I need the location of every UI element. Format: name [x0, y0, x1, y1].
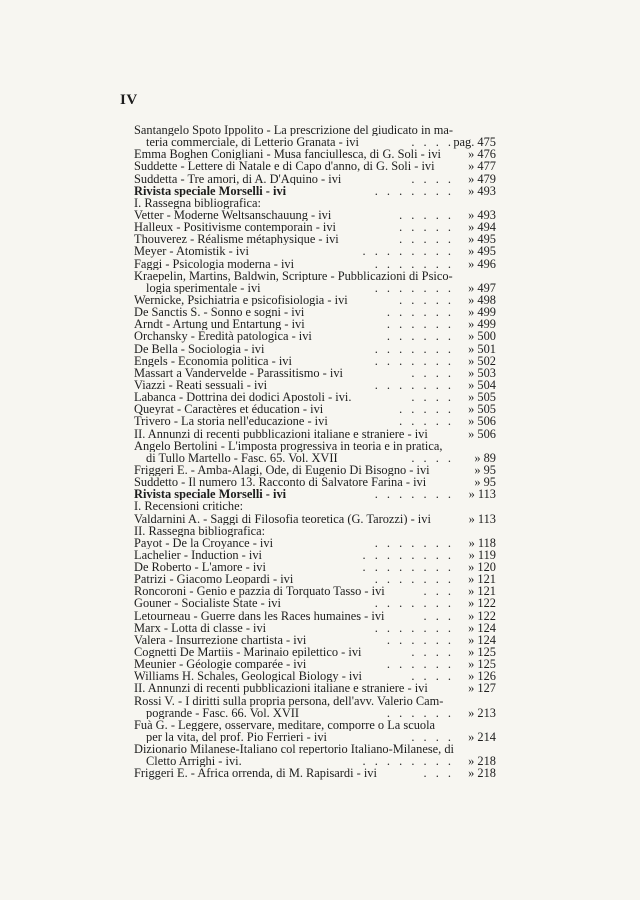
page-reference: » 95	[474, 475, 496, 490]
index-entry	[134, 610, 496, 622]
index-entry	[134, 185, 496, 197]
index-entry-text: Labanca - Dottrina dei dodici Apostoli - ivi.	[134, 391, 352, 404]
index-entry-text: De Bella - Sociologia - ivi	[134, 342, 265, 355]
leader-dots: . . . . . . . .	[362, 547, 454, 562]
leader-dots: . . . .	[411, 171, 454, 186]
leader-dots: . . . .	[411, 730, 454, 745]
page-number: IV	[120, 92, 138, 108]
index-entry-text: II. Rassegna bibliografica:	[134, 524, 266, 537]
leader-dots: . . . . . .	[386, 705, 454, 720]
page-reference: » 95	[474, 462, 496, 477]
leader-dots: . . . .	[411, 669, 454, 684]
page-reference: » 477	[468, 159, 496, 174]
leader-dots: . . . .	[411, 135, 454, 150]
index-entry	[134, 258, 496, 270]
index-entry-text: II. Annunzi di recenti pubblicazioni italiane e straniere - ivi	[134, 682, 428, 695]
index-entry	[134, 500, 496, 512]
leader-dots: . . .	[423, 584, 454, 599]
page-reference: » 113	[468, 511, 496, 526]
index-entry-text: Valdarnini A. - Saggi di Filosofia teoretica (G. Tarozzi) - ivi	[134, 512, 431, 525]
page-reference: » 501	[468, 341, 496, 356]
page-reference: » 119	[468, 547, 496, 562]
index-list	[134, 124, 496, 780]
leader-dots: . . . . .	[399, 232, 454, 247]
index-entry-text: Patrizi - Giacomo Leopardi - ivi	[134, 573, 294, 586]
index-entry-text: Cognetti De Martiis - Marinaio epilettico - ivi	[134, 646, 362, 659]
index-entry	[134, 707, 496, 719]
index-entry-text: Kraepelin, Martins, Baldwin, Scripture - Pubblicazioni di Psico-	[134, 269, 453, 282]
page-reference: » 121	[468, 584, 496, 599]
index-entry	[134, 464, 496, 476]
index-entry	[134, 343, 496, 355]
index-entry-text: Suddetta - Tre amori, di A. D'Aquino - ivi	[134, 172, 342, 185]
index-entry-text: II. Annunzi di recenti pubblicazioni italiane e straniere - ivi	[134, 427, 428, 440]
index-entry-text: Letourneau - Guerre dans les Races humaines - ivi	[134, 609, 385, 622]
page-reference: » 479	[468, 171, 496, 186]
page-reference: » 503	[468, 365, 496, 380]
page-reference: » 495	[468, 244, 496, 259]
index-entry-text: logia sperimentale - ivi	[146, 281, 261, 294]
page-reference: » 118	[468, 535, 496, 550]
index-entry	[134, 452, 496, 464]
index-entry-text: Gouner - Socialiste State - ivi	[134, 597, 281, 610]
index-entry-text: Trivero - La storia nell'educazione - ivi	[134, 415, 328, 428]
page-reference: » 505	[468, 402, 496, 417]
page-reference: » 214	[468, 730, 496, 745]
page-reference: » 504	[468, 377, 496, 392]
index-entry	[134, 670, 496, 682]
leader-dots: . . . . .	[399, 207, 454, 222]
index-entry-text: Valera - Insurrezione chartista - ivi	[134, 633, 307, 647]
page-reference: » 502	[468, 353, 496, 368]
leader-dots: . . . . . .	[386, 329, 454, 344]
page-reference: » 125	[468, 645, 496, 660]
page-reference: » 505	[468, 390, 496, 405]
index-entry-text: Lachelier - Induction - ivi	[134, 548, 262, 562]
index-entry-text: I. Recensioni critiche:	[134, 500, 244, 513]
leader-dots: . . . . . . . .	[362, 560, 454, 575]
index-entry-text: Engels - Economia politica - ivi	[134, 354, 292, 367]
page-reference: » 497	[468, 280, 496, 295]
leader-dots: . . . . .	[399, 414, 454, 429]
index-entry-text: Viazzi - Reati sessuali - ivi	[134, 378, 268, 392]
leader-dots: . . . . . . . .	[362, 754, 454, 769]
page-reference: » 499	[468, 305, 496, 320]
leader-dots: . . . . . .	[386, 657, 454, 672]
page-reference: » 476	[468, 147, 496, 162]
leader-dots: . . . . . . .	[374, 620, 454, 635]
index-entry-text: Suddette - Lettere di Natale e di Capo d'anno, di G. Soli - ivi	[134, 160, 435, 173]
index-entry-text: Fuà G. - Leggere, osservare, meditare, comporre o La scuola	[134, 718, 436, 732]
index-entry-text: Massart a Vandervelde - Parassitismo - ivi	[134, 366, 343, 379]
index-entry-text: Vetter - Moderne Weltsanschauung - ivi	[134, 208, 332, 222]
page-reference: » 500	[468, 329, 496, 344]
index-entry-text: Dizionario Milanese-Italiano col repertorio Italiano-Milanese, di	[134, 743, 454, 756]
leader-dots: . . .	[423, 766, 454, 781]
page-reference: » 498	[468, 292, 496, 307]
index-entry-text: De Roberto - L'amore - ivi	[134, 561, 266, 574]
leader-dots: . . . .	[411, 365, 454, 380]
index-entry-text: Emma Boghen Conigliani - Musa fanciullesca, di G. Soli - ivi	[134, 148, 441, 161]
index-entry-text: Roncoroni - Genio e pazzia di Torquato Tasso - ivi	[134, 585, 385, 598]
page-reference: » 125	[468, 657, 496, 672]
leader-dots: . . . . . .	[386, 632, 454, 647]
page-reference: » 218	[468, 766, 496, 781]
index-entry-text: Payot - De la Croyance - ivi	[134, 536, 274, 549]
page-reference: » 499	[468, 317, 496, 332]
index-entry-text: Halleux - Positivisme contemporain - ivi	[134, 221, 337, 234]
index-entry	[134, 695, 496, 707]
index-entry-text: Rivista speciale Morselli - ivi	[134, 488, 287, 501]
page-reference: » 120	[468, 560, 496, 575]
index-entry-text: teria commerciale, di Letterio Granata - ivi	[146, 136, 359, 149]
index-entry	[134, 160, 496, 172]
index-entry-text: Marx - Lotta di classe - ivi	[134, 621, 267, 634]
page-reference: » 121	[468, 572, 496, 587]
index-entry-text: Friggeri E. - Africa orrenda, di M. Rapisardi - ivi	[134, 767, 377, 780]
index-entry-text: De Sanctis S. - Sonno e sogni - ivi	[134, 306, 305, 319]
index-entry-text: Angelo Bertolini - L'imposta progressiva in teoria e in pratica,	[134, 439, 443, 452]
index-entry	[134, 148, 496, 160]
leader-dots: . . . . . . .	[374, 341, 454, 356]
index-entry	[134, 525, 496, 537]
index-entry-text: per la vita, del prof. Pio Ferrieri - ivi	[146, 731, 327, 744]
leader-dots: . . . . .	[399, 402, 454, 417]
index-entry-text: Orchansky - Eredità patologica - ivi	[134, 330, 312, 343]
index-entry	[134, 415, 496, 427]
index-entry	[134, 682, 496, 694]
index-entry	[134, 488, 496, 500]
leader-dots: . . . . . . .	[374, 572, 454, 587]
index-entry-text: Arndt - Artung und Entartung - ivi	[134, 318, 305, 331]
index-entry	[134, 428, 496, 440]
leader-dots: . . . . . . .	[374, 183, 454, 198]
page-reference: » 495	[468, 232, 496, 247]
index-entry-text: Wernicke, Psichiatria e psicofisiologia - ivi	[134, 293, 348, 307]
index-entry-text: Queyrat - Caractères et éducation - ivi	[134, 403, 324, 416]
index-entry	[134, 136, 496, 148]
page-reference: » 493	[468, 183, 496, 198]
page-reference: » 89	[474, 450, 496, 465]
index-entry-text: Faggi - Psicologia moderna - ivi	[134, 257, 295, 270]
leader-dots: . . . . . .	[386, 305, 454, 320]
page-reference: » 496	[468, 256, 496, 271]
index-entry	[134, 355, 496, 367]
leader-dots: . . . .	[411, 645, 454, 660]
index-entry-text: Meyer - Atomistik - ivi	[134, 245, 249, 258]
page-reference: » 126	[468, 669, 496, 684]
index-entry	[134, 440, 496, 452]
page-reference: » 122	[468, 596, 496, 611]
index-entry	[134, 767, 496, 779]
page-reference: » 213	[468, 705, 496, 720]
leader-dots: . . . . . . .	[374, 280, 454, 295]
index-entry	[134, 330, 496, 342]
index-entry	[134, 270, 496, 282]
leader-dots: . . . .	[411, 390, 454, 405]
index-entry-text: di Tullo Martello - Fasc. 65. Vol. XVII	[146, 451, 338, 464]
leader-dots: . . . . . . .	[374, 377, 454, 392]
index-entry	[134, 731, 496, 743]
page-reference: » 124	[468, 632, 496, 647]
page-reference: » 494	[468, 220, 496, 235]
index-entry-text: Meunier - Géologie comparée - ivi	[134, 658, 307, 671]
leader-dots: . . . . . . . .	[362, 244, 454, 259]
index-entry	[134, 245, 496, 257]
page-reference: » 506	[468, 426, 496, 441]
page-reference: pag. 475	[453, 135, 496, 150]
index-entry-text: Friggeri E. - Amba-Alagi, Ode, di Eugenio Di Bisogno - ivi	[134, 463, 430, 477]
leader-dots: . . . . .	[399, 220, 454, 235]
page-reference: » 493	[468, 207, 496, 222]
page-reference: » 122	[468, 608, 496, 623]
leader-dots: . . . . . . .	[374, 487, 454, 502]
index-entry-text: Williams H. Schales, Geological Biology - ivi	[134, 670, 363, 683]
index-entry	[134, 513, 496, 525]
leader-dots: . . . . . . .	[374, 256, 454, 271]
page-reference: » 506	[468, 414, 496, 429]
index-entry-text: Rossi V. - I diritti sulla propria persona, dell'avv. Valerio Cam-	[134, 694, 444, 707]
index-entry-text: pogrande - Fasc. 66. Vol. XVII	[146, 706, 300, 719]
leader-dots: . . . .	[411, 450, 454, 465]
leader-dots: . . . . . . .	[374, 535, 454, 550]
index-entry	[134, 597, 496, 609]
page-reference: » 127	[468, 681, 496, 696]
index-entry-text: Santangelo Spoto Ippolito - La prescrizione del giudicato in ma-	[134, 124, 453, 137]
page-reference: » 124	[468, 620, 496, 635]
page-reference: » 218	[468, 754, 496, 769]
leader-dots: . . .	[423, 608, 454, 623]
index-entry-text: Cletto Arrighi - ivi.	[146, 755, 242, 768]
index-entry-text: Rivista speciale Morselli - ivi	[134, 184, 287, 197]
index-entry-text: Thouverez - Réalisme métaphysique - ivi	[134, 233, 339, 246]
page-reference: » 113	[468, 487, 496, 502]
index-entry-text: I. Rassegna bibliografica:	[134, 196, 261, 209]
leader-dots: . . . . . . .	[374, 353, 454, 368]
index-entry	[134, 173, 496, 185]
leader-dots: . . . . .	[399, 292, 454, 307]
index-entry-text: Suddetto - Il numero 13. Racconto di Salvatore Farina - ivi	[134, 476, 427, 489]
leader-dots: . . . . . .	[386, 317, 454, 332]
leader-dots: . . . . . . .	[374, 596, 454, 611]
